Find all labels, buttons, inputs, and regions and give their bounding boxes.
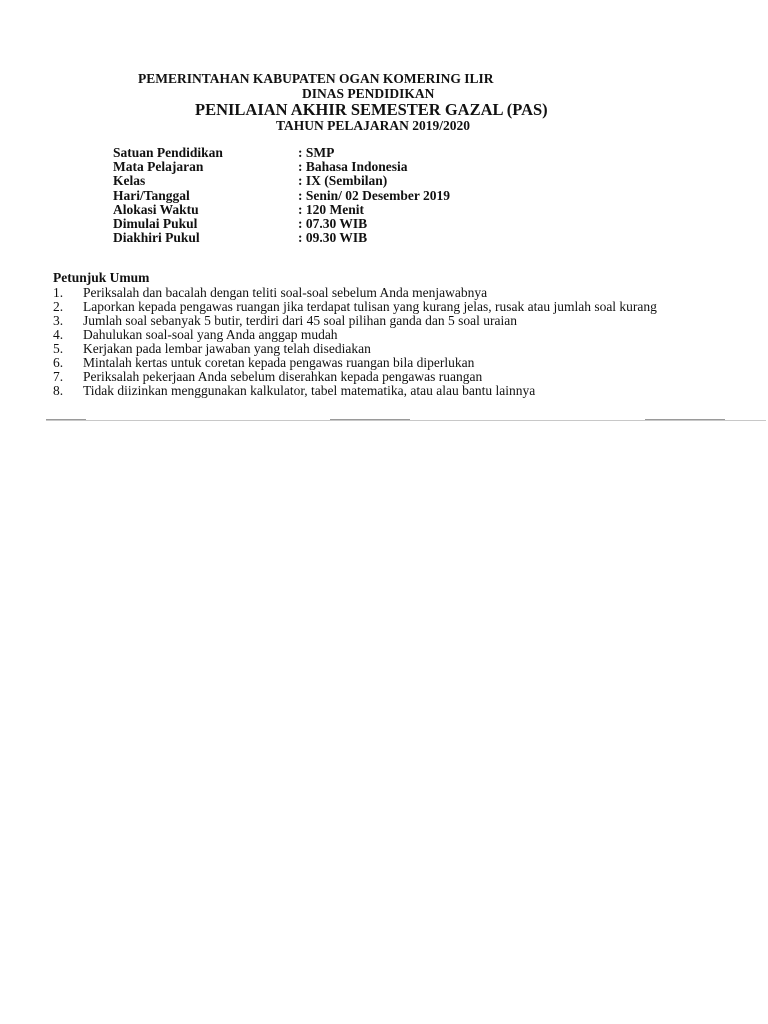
list-item-number: 7. bbox=[53, 369, 64, 385]
list-item-text: Tidak diizinkan menggunakan kalkulator, tabel matematika, atau alau bantu lainnya bbox=[83, 383, 536, 399]
list-item-text: Mintalah kertas untuk coretan kepada pengawas ruangan bila diperlukan bbox=[83, 354, 475, 370]
info-label: Kelas bbox=[113, 173, 146, 189]
info-label: Diakhiri Pukul bbox=[113, 230, 200, 246]
government-heading: PEMERINTAHAN KABUPATEN OGAN KOMERING ILIR bbox=[138, 71, 494, 86]
info-label: Satuan Pendidikan bbox=[113, 145, 223, 160]
section-divider bbox=[46, 420, 766, 421]
list-item-number: 4. bbox=[53, 326, 64, 342]
list-item bbox=[53, 356, 673, 370]
info-value: : 120 Menit bbox=[298, 201, 364, 217]
list-item bbox=[53, 328, 673, 342]
list-item-text: Periksalah pekerjaan Anda sebelum diserahkan kepada pengawas ruangan bbox=[83, 369, 483, 385]
divider-mark bbox=[46, 419, 86, 420]
list-item-text: Dahulukan soal-soal yang Anda anggap mudah bbox=[83, 326, 338, 342]
info-label: Dimulai Pukul bbox=[113, 215, 198, 231]
info-value: : 09.30 WIB bbox=[298, 230, 368, 246]
list-item-text: Jumlah soal sebanyak 5 butir, terdiri dari 45 soal pilihan ganda dan 5 soal uraian bbox=[83, 312, 517, 328]
info-value: : SMP bbox=[298, 145, 335, 160]
list-item-number: 8. bbox=[53, 383, 64, 399]
info-value: : IX (Sembilan) bbox=[298, 173, 388, 189]
list-item-text: Periksalah dan bacalah dengan teliti soal-soal sebelum Anda menjawabnya bbox=[83, 284, 488, 300]
list-item-number: 6. bbox=[53, 354, 64, 370]
list-item bbox=[53, 314, 673, 328]
academic-year: TAHUN PELAJARAN 2019/2020 bbox=[276, 118, 471, 133]
list-item bbox=[53, 370, 673, 384]
general-instructions bbox=[53, 271, 673, 398]
department-heading: DINAS PENDIDIKAN bbox=[302, 86, 435, 101]
divider-mark bbox=[330, 419, 410, 420]
info-value: : Bahasa Indonesia bbox=[298, 159, 408, 175]
info-value: : 07.30 WIB bbox=[298, 215, 368, 231]
info-value: : Senin/ 02 Desember 2019 bbox=[298, 187, 450, 203]
exam-title: PENILAIAN AKHIR SEMESTER GAZAL (PAS) bbox=[195, 100, 548, 119]
divider-mark bbox=[645, 419, 725, 420]
list-item bbox=[53, 300, 673, 314]
info-label: Hari/Tanggal bbox=[113, 187, 190, 203]
list-item bbox=[53, 342, 673, 356]
list-item-text: Laporkan kepada pengawas ruangan jika terdapat tulisan yang kurang jelas, rusak atau jumlah soal kurang bbox=[83, 298, 657, 314]
list-item-text: Kerjakan pada lembar jawaban yang telah disediakan bbox=[83, 340, 371, 356]
list-item-number: 3. bbox=[53, 312, 64, 328]
instructions-title: Petunjuk Umum bbox=[53, 270, 150, 285]
info-label: Mata Pelajaran bbox=[113, 159, 204, 175]
list-item bbox=[53, 384, 673, 398]
list-item-number: 5. bbox=[53, 340, 64, 356]
info-label: Alokasi Waktu bbox=[113, 201, 199, 217]
list-item bbox=[53, 286, 673, 300]
list-item-number: 2. bbox=[53, 298, 64, 314]
list-item-number: 1. bbox=[53, 284, 64, 300]
